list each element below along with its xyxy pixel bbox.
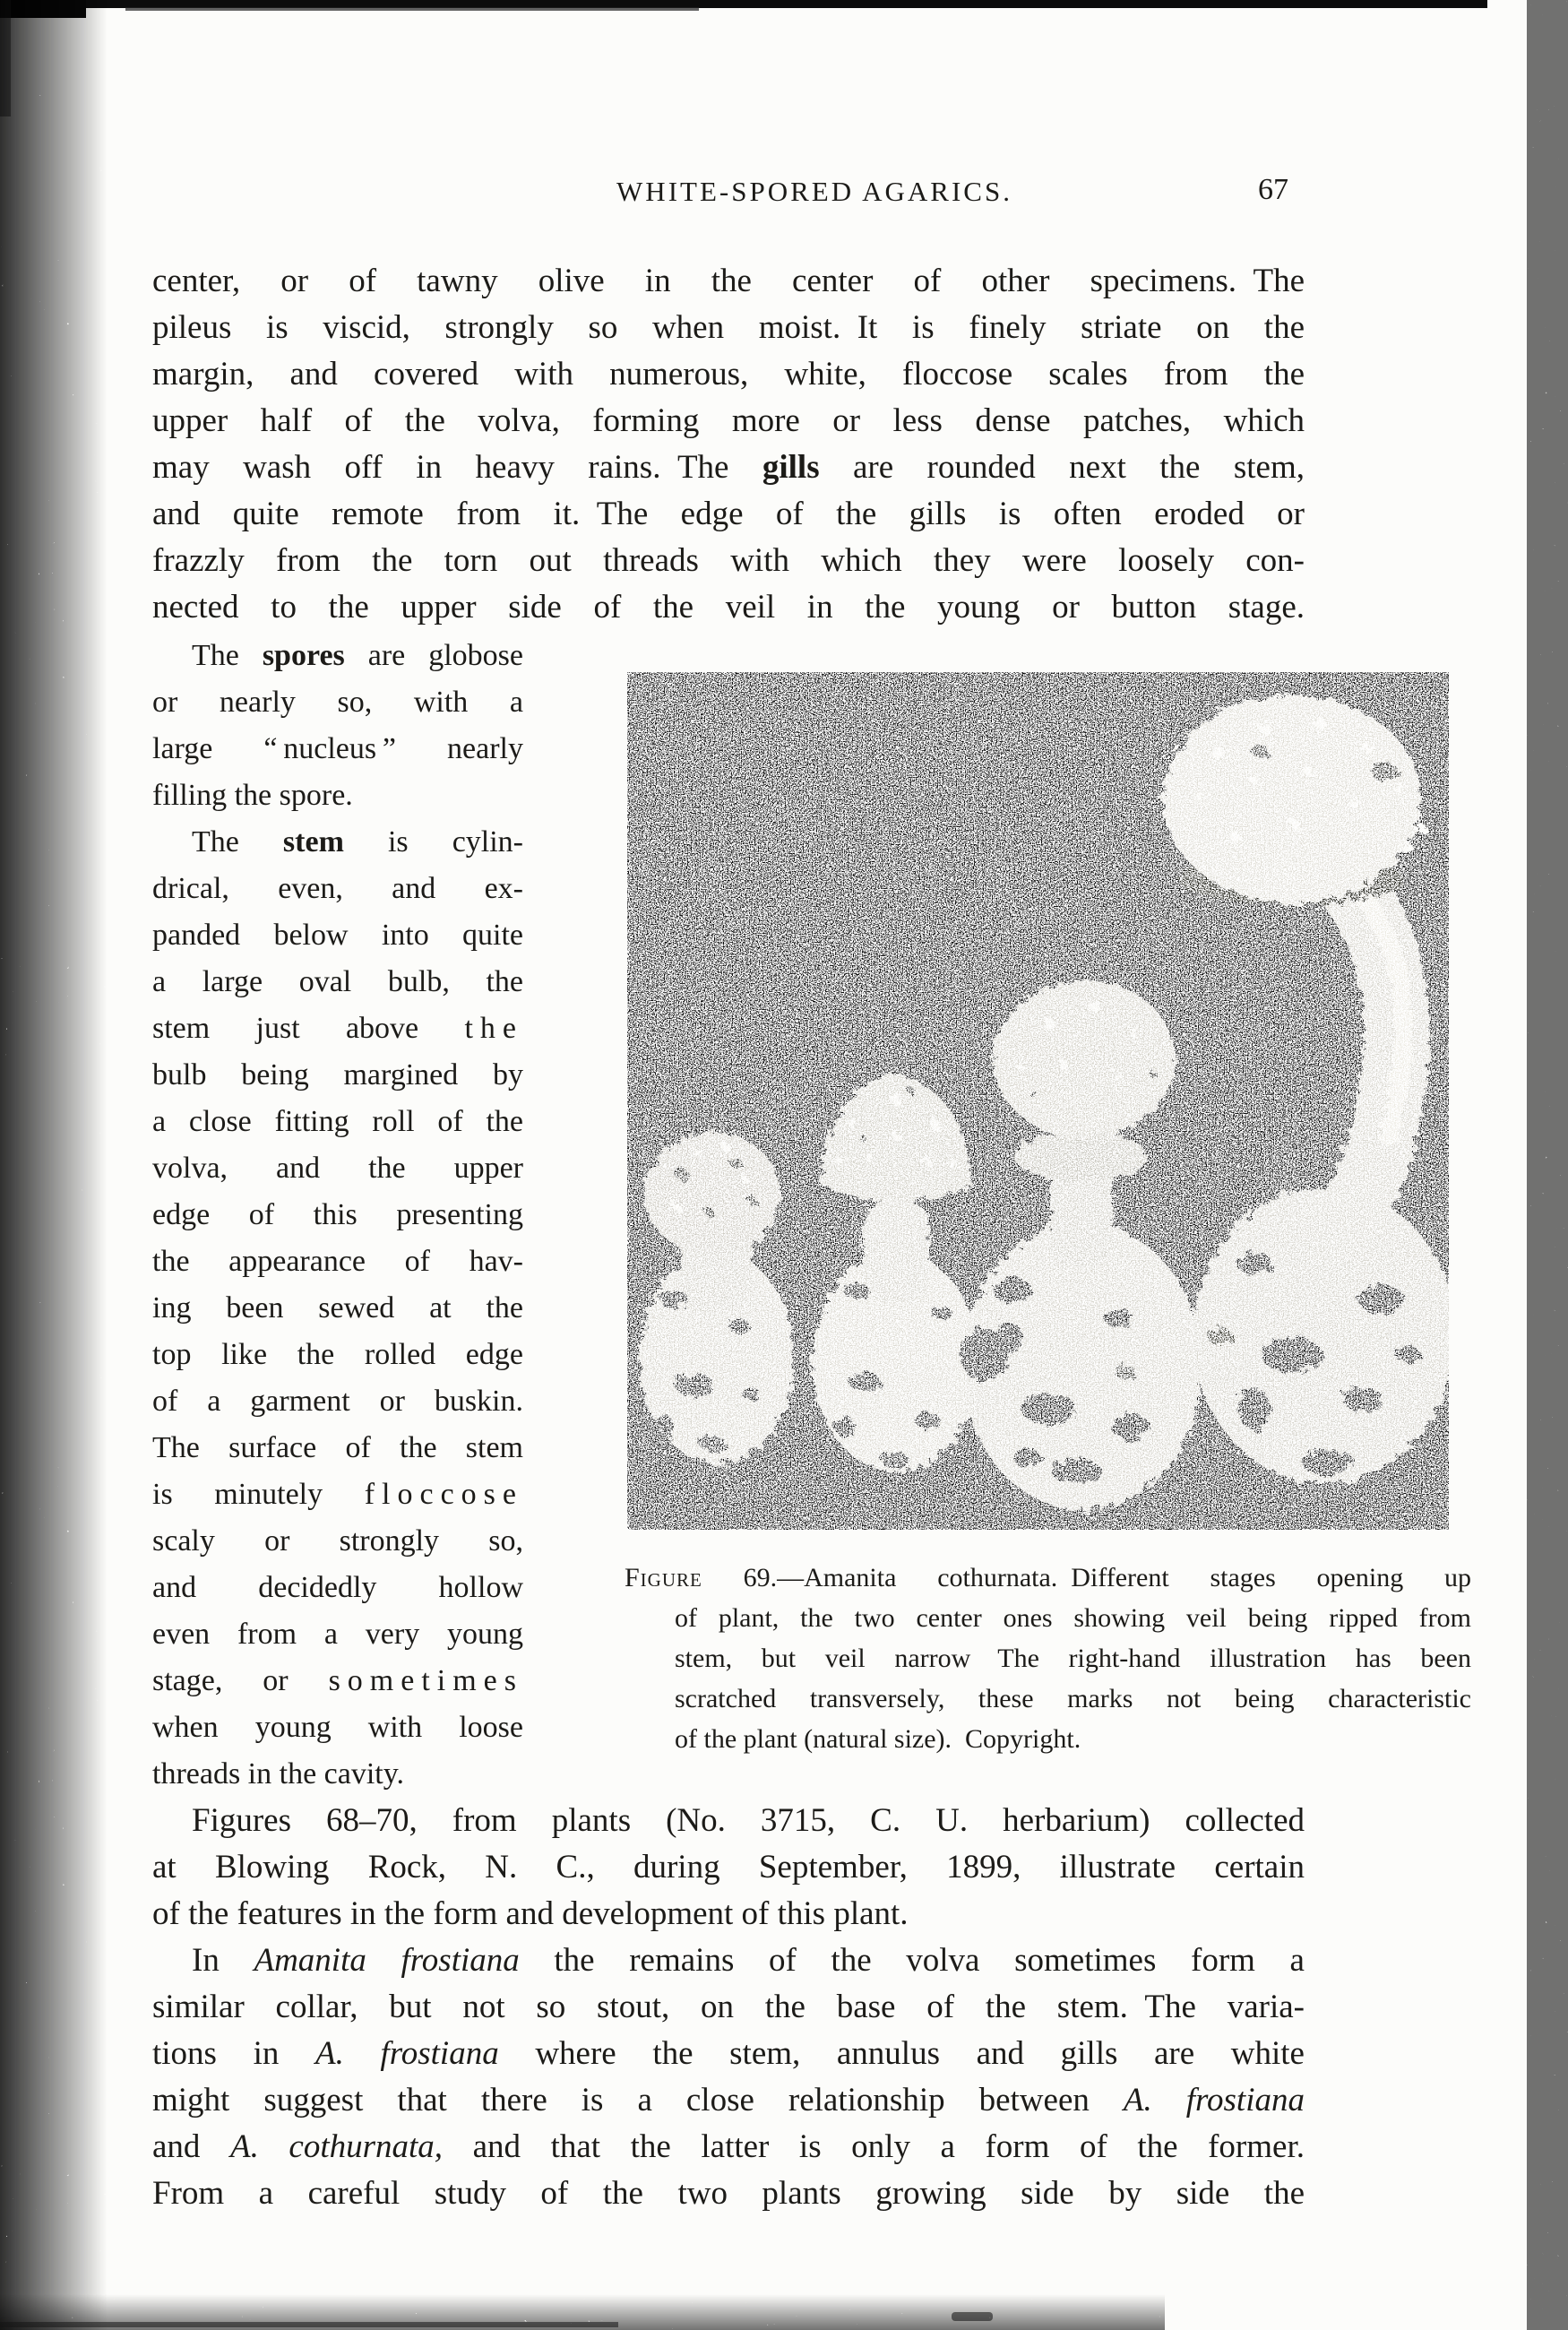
text-line: frazzly from the torn out threads with which they were loosely con- xyxy=(152,542,1305,579)
text-line: at Blowing Rock, N. C., during September, 1899, illustrate certain xyxy=(152,1849,1305,1886)
scan-noise-left-band xyxy=(0,0,108,2330)
text-line: the appearance of hav- xyxy=(152,1245,523,1278)
text-line: In Amanita frostiana the remains of the volva sometimes form a xyxy=(192,1942,1305,1979)
text-line: similar collar, but not so stout, on the base of the stem. The varia- xyxy=(152,1989,1305,2025)
text-line: of plant, the two center ones showing veil being ripped from xyxy=(675,1603,1471,1633)
text-line: a close fitting roll of the xyxy=(152,1105,523,1138)
text-line: Figures 68–70, from plants (No. 3715, C. U. herbarium) collected xyxy=(192,1802,1305,1839)
paragraph-figures-68-70 xyxy=(152,1798,1305,1937)
text-line: of a garment or buskin. xyxy=(152,1385,523,1418)
text-line: and A. cothurnata, and that the latter is only a form of the former. xyxy=(152,2128,1305,2165)
column-spores-stem xyxy=(152,633,523,1798)
text-line: stage, or sometimes xyxy=(152,1664,523,1697)
text-line: bulb being margined by xyxy=(152,1058,523,1092)
text-line: margin, and covered with numerous, white, floccose scales from the xyxy=(152,356,1305,393)
text-line: a large oval bulb, the xyxy=(152,965,523,998)
text-line: or nearly so, with a xyxy=(152,686,523,719)
text-line: top like the rolled edge xyxy=(152,1338,523,1371)
text-line: The spores are globose xyxy=(192,639,523,672)
text-line: and decidedly hollow xyxy=(152,1571,523,1604)
text-line: The surface of the stem xyxy=(152,1431,523,1464)
text-line: scaly or strongly so, xyxy=(152,1524,523,1558)
paragraph-pileus-gills xyxy=(152,258,1305,631)
text-line: volva, and the upper xyxy=(152,1152,523,1185)
scan-artifact-bottom-blob xyxy=(952,2312,993,2321)
photo-dust-specks xyxy=(627,672,1449,1530)
text-line: when young with loose xyxy=(152,1711,523,1744)
figure-69-photograph xyxy=(627,672,1449,1530)
text-line: scratched transversely, these marks not being characteristic xyxy=(675,1684,1471,1713)
text-line: stem, but veil narrow The right-hand illustration has been xyxy=(675,1644,1471,1673)
text-line: drical, even, and ex- xyxy=(152,872,523,905)
text-line: of the features in the form and development of this plant. xyxy=(152,1895,909,1932)
text-line: filling the spore. xyxy=(152,779,353,812)
figure-69-caption xyxy=(625,1558,1471,1759)
text-line: edge of this presenting xyxy=(152,1198,523,1231)
text-line: upper half of the volva, forming more or less dense patches, which xyxy=(152,402,1305,439)
text-line: nected to the upper side of the veil in the young or button stage. xyxy=(152,589,1305,626)
text-line: large “ nucleus ” nearly xyxy=(152,732,523,765)
mushroom-photo-illustration xyxy=(627,672,1449,1530)
text-line: panded below into quite xyxy=(152,919,523,952)
text-line: center, or of tawny olive in the center of other specimens. The xyxy=(152,263,1305,299)
text-line: The stem is cylin- xyxy=(192,825,523,859)
text-line: of the plant (natural size). Copyright. xyxy=(675,1724,1081,1754)
text-line: might suggest that there is a close relationship between A. frostiana xyxy=(152,2082,1305,2119)
text-line: pileus is viscid, strongly so when moist. It is finely striate on the xyxy=(152,309,1305,346)
text-line: is minutely floccose xyxy=(152,1478,523,1511)
text-line: stem just above the xyxy=(152,1012,523,1045)
text-line: and quite remote from it. The edge of the gills is often eroded or xyxy=(152,496,1305,532)
paragraph-amanita-frostiana xyxy=(152,1937,1305,2217)
scan-artifact-top-bar-2 xyxy=(125,7,699,11)
text-line: From a careful study of the two plants growing side by side the xyxy=(152,2175,1305,2212)
scan-artifact-bottom-strip xyxy=(0,2322,618,2327)
page-number: 67 xyxy=(1258,173,1288,206)
scan-noise-right-band xyxy=(1527,0,1568,2330)
text-line: even from a very young xyxy=(152,1618,523,1651)
text-line: ing been sewed at the xyxy=(152,1291,523,1325)
running-head-title: WHITE-SPORED AGARICS. xyxy=(616,176,1012,207)
text-line: Figure 69.—Amanita cothurnata. Different stages opening up xyxy=(625,1563,1471,1592)
text-line: tions in A. frostiana where the stem, annulus and gills are white xyxy=(152,2035,1305,2072)
text-line: may wash off in heavy rains. The gills are rounded next the stem, xyxy=(152,449,1305,486)
text-line: threads in the cavity. xyxy=(152,1757,405,1791)
